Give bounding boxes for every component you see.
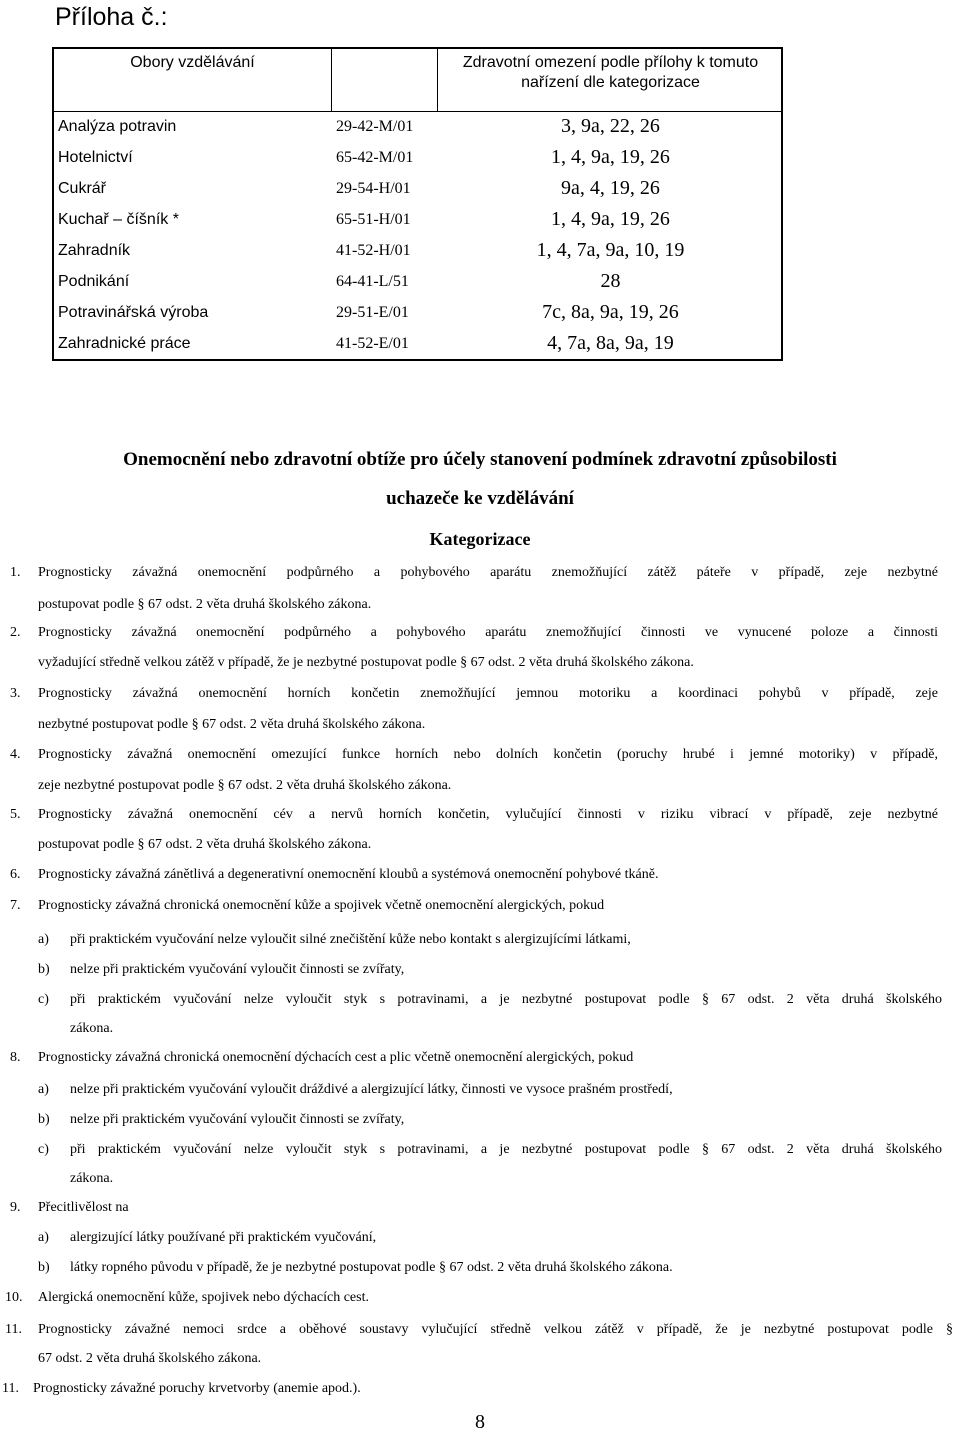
field-code: 29-54-H/01 — [336, 180, 411, 197]
item-text: Prognosticky závažné nemoci srdce a oběhové soustavy vylučující středně velkou zátěž v případě, že je nezbytné postupovat podle § — [38, 1322, 953, 1337]
field-name: Kuchař – číšník * — [58, 211, 179, 228]
item-number: 5. — [10, 807, 21, 822]
item-number: 2. — [10, 625, 21, 640]
item-number: 1. — [10, 565, 21, 580]
field-code: 64-41-L/51 — [336, 273, 409, 290]
field-name: Analýza potravin — [58, 118, 177, 135]
field-name: Zahradnické práce — [58, 335, 191, 352]
item-number: 7. — [10, 898, 21, 913]
item-text: Prognosticky závažná onemocnění podpůrného a pohybového aparátu znemožňující činnosti ve vynucené poloze a činnosti — [38, 625, 938, 640]
field-name: Potravinářská výroba — [58, 304, 209, 321]
subitem-text: při praktickém vyučování nelze vyloučit silné znečištění kůže nebo kontakt s alergizujícími látkami, — [70, 932, 631, 947]
field-restrictions: 7c, 8a, 9a, 19, 26 — [542, 301, 679, 323]
field-name: Zahradník — [58, 242, 131, 259]
field-restrictions: 1, 4, 9a, 19, 26 — [551, 208, 670, 230]
subitem-text: látky ropného původu v případě, že je nezbytné postupovat podle § 67 odst. 2 věta druhá školského zákona. — [70, 1260, 673, 1275]
field-restrictions: 3, 9a, 22, 26 — [561, 115, 660, 137]
table-row — [54, 329, 781, 360]
section-title: Onemocnění nebo zdravotní obtíže pro účely stanovení podmínek zdravotní způsobilosti — [123, 449, 837, 470]
item-text: Prognosticky závažná chronická onemocnění kůže a spojivek včetně onemocnění alergických, pokud — [38, 898, 605, 913]
table-row — [54, 174, 781, 205]
table-row — [54, 236, 781, 267]
item-text: postupovat podle § 67 odst. 2 věta druhá školského zákona. — [38, 837, 372, 852]
item-number: 6. — [10, 867, 21, 882]
fields-table — [52, 47, 783, 361]
item-text: Prognosticky závažná onemocnění omezující funkce horních nebo dolních končetin (poruchy hrubé i jemné motoriky) v případě, — [38, 747, 938, 762]
categorization-heading: Kategorizace — [429, 529, 531, 549]
subitem-text: alergizující látky používané při praktickém vyučování, — [70, 1230, 377, 1245]
field-restrictions: 28 — [600, 270, 621, 292]
table-header-fields: Obory vzdělávání — [54, 49, 332, 112]
subitem-text: nelze při praktickém vyučování vyloučit činnosti se zvířaty, — [70, 1112, 405, 1127]
field-restrictions: 1, 4, 7a, 9a, 10, 19 — [536, 239, 685, 261]
field-code: 29-51-E/01 — [336, 304, 409, 321]
table-row — [54, 205, 781, 236]
item-text: Alergická onemocnění kůže, spojivek nebo dýchacích cest. — [38, 1290, 369, 1305]
table-row — [54, 267, 781, 298]
item-number: 10. — [5, 1290, 23, 1305]
table-row — [54, 112, 781, 143]
subitem-label: b) — [38, 962, 50, 977]
page-heading: Příloha č.: — [55, 3, 168, 31]
table-header-code — [332, 49, 438, 112]
table-row — [54, 298, 781, 329]
item-number: 9. — [10, 1200, 21, 1215]
item-number: 11. — [5, 1322, 22, 1337]
table-header-restrictions: Zdravotní omezení podle přílohy k tomuto nařízení dle kategorizace — [438, 49, 783, 112]
field-restrictions: 9a, 4, 19, 26 — [561, 177, 660, 199]
field-code: 65-51-H/01 — [336, 211, 411, 228]
field-name: Cukrář — [58, 180, 107, 197]
subitem-text: při praktickém vyučování nelze vyloučit styk s potravinami, a je nezbytné postupovat podle § 67 odst. 2 věta druhá školského — [70, 1142, 942, 1157]
subitem-text: nelze při praktickém vyučování vyloučit dráždivé a alergizující látky, činnosti ve vysoce prašném prostředí, — [70, 1082, 673, 1097]
field-code: 41-52-H/01 — [336, 242, 411, 259]
table-row — [54, 143, 781, 174]
subitem-label: c) — [38, 1142, 49, 1157]
item-text: Prognosticky závažná chronická onemocnění dýchacích cest a plic včetně onemocnění alergických, pokud — [38, 1050, 634, 1065]
field-name: Podnikání — [58, 273, 130, 290]
field-restrictions: 4, 7a, 8a, 9a, 19 — [547, 332, 674, 354]
item-number: 11. — [2, 1381, 19, 1396]
field-name: Hotelnictví — [58, 149, 133, 166]
subitem-text: zákona. — [70, 1171, 114, 1186]
item-text: Prognosticky závažné poruchy krvetvorby (anemie apod.). — [33, 1381, 361, 1396]
subitem-text: nelze při praktickém vyučování vyloučit činnosti se zvířaty, — [70, 962, 405, 977]
subitem-text: zákona. — [70, 1021, 114, 1036]
item-text: zeje nezbytné postupovat podle § 67 odst. 2 věta druhá školského zákona. — [38, 778, 452, 793]
subitem-label: c) — [38, 992, 49, 1007]
item-text: Prognosticky závažná zánětlivá a degenerativní onemocnění kloubů a systémová onemocnění pohybové tkáně. — [38, 867, 659, 882]
item-number: 8. — [10, 1050, 21, 1065]
subitem-label: a) — [38, 932, 49, 947]
item-text: 67 odst. 2 věta druhá školského zákona. — [38, 1351, 262, 1366]
item-text: Prognosticky závažná onemocnění cév a nervů horních končetin, vylučující činnosti v riziku vibrací v případě, zeje nezbytné — [38, 807, 938, 822]
item-text: Prognosticky závažná onemocnění horních končetin znemožňující jemnou motoriku a koordinaci pohybů v případě, zeje — [38, 686, 938, 701]
section-subtitle: uchazeče ke vzdělávání — [386, 488, 574, 509]
page-number: 8 — [475, 1411, 485, 1433]
subitem-label: b) — [38, 1112, 50, 1127]
field-code: 65-42-M/01 — [336, 149, 414, 166]
item-number: 4. — [10, 747, 21, 762]
subitem-label: b) — [38, 1260, 50, 1275]
item-text: postupovat podle § 67 odst. 2 věta druhá školského zákona. — [38, 597, 372, 612]
item-text: Prognosticky závažná onemocnění podpůrného a pohybového aparátu znemožňující zátěž páteře v případě, zeje nezbytné — [38, 565, 938, 580]
item-text: vyžadující středně velkou zátěž v případě, že je nezbytné postupovat podle § 67 odst. 2 věta druhá školského zákona. — [38, 655, 694, 670]
field-restrictions: 1, 4, 9a, 19, 26 — [551, 146, 670, 168]
item-text: Přecitlivělost na — [38, 1200, 129, 1215]
subitem-text: při praktickém vyučování nelze vyloučit styk s potravinami, a je nezbytné postupovat podle § 67 odst. 2 věta druhá školského — [70, 992, 942, 1007]
subitem-label: a) — [38, 1230, 49, 1245]
item-text: nezbytné postupovat podle § 67 odst. 2 věta druhá školského zákona. — [38, 717, 426, 732]
field-code: 29-42-M/01 — [336, 118, 414, 135]
field-code: 41-52-E/01 — [336, 335, 409, 352]
item-number: 3. — [10, 686, 21, 701]
subitem-label: a) — [38, 1082, 49, 1097]
